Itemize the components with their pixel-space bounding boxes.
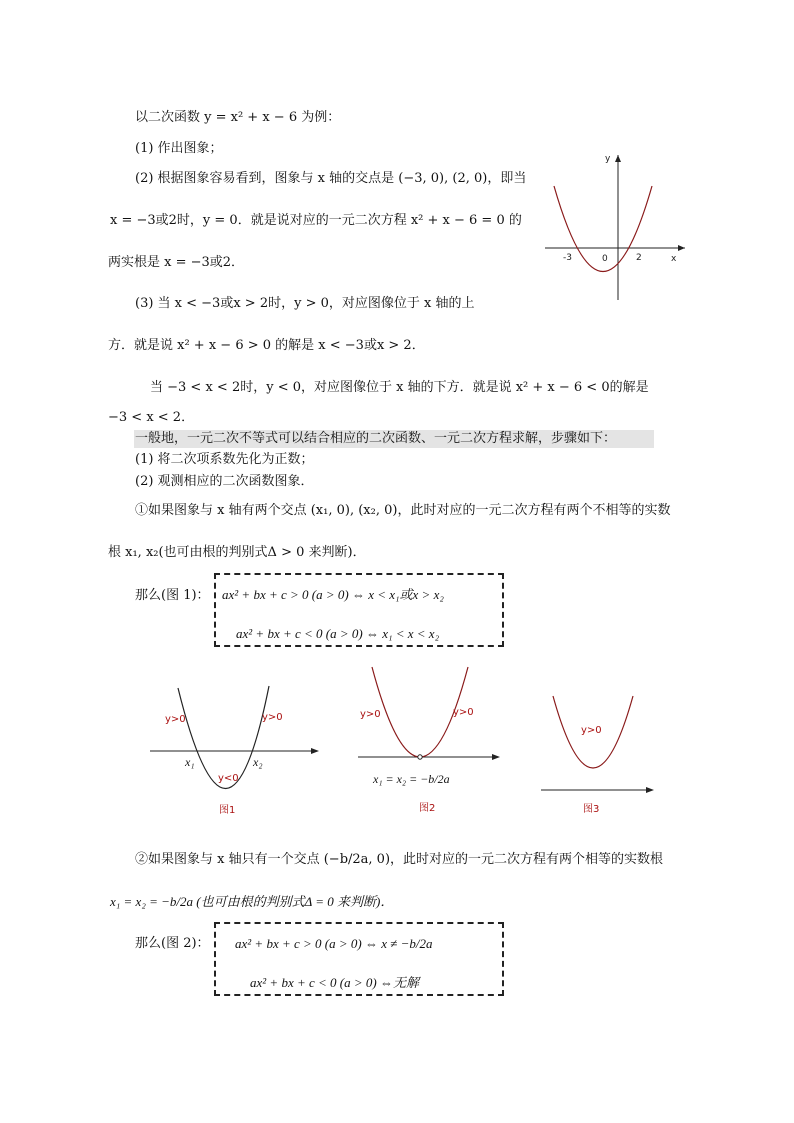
box2-label: 那么(图 2)： (135, 936, 210, 951)
fig1-arrow-icon (311, 748, 319, 754)
fig2-left-label: y>0 (360, 709, 381, 720)
fig3-caption: 图3 (583, 804, 600, 815)
fig2-formula: x₁ = x₂ = −b/2a (373, 772, 450, 786)
fig2-arrow-icon (492, 754, 500, 760)
tick-zero: 0 (602, 254, 608, 264)
tick-neg3: -3 (563, 253, 572, 263)
step-3: (3) 当 x < −3或x > 2时，y > 0，对应图像位于 x 轴的上 (135, 296, 475, 311)
negative-solution: −3 < x < 2． (108, 410, 195, 425)
case-1-roots: 根 x₁, x₂(也可由根的判别式Δ > 0 来判断)． (108, 545, 366, 560)
fig1-right-label: y>0 (262, 712, 283, 723)
fig1-mid-label: y<0 (218, 773, 239, 784)
fig1-x1: x₁ (185, 755, 195, 769)
fig1-left-label: y>0 (165, 714, 186, 725)
x-arrow-icon (678, 245, 685, 251)
fig1-caption: 图1 (219, 805, 236, 816)
tick-two: 2 (636, 253, 642, 263)
figure-1 (145, 680, 325, 820)
x-axis-label: x (671, 254, 677, 264)
case-2-roots: x₁ = x₂ = −b/2a (也可由根的判别式Δ = 0 来判断)． (110, 894, 394, 909)
figure-3 (538, 690, 663, 820)
box1-row2: ax² + bx + c < 0 (a > 0) ⇔ x₁ < x < x₂ (236, 626, 440, 641)
case-2: ②如果图象与 x 轴只有一个交点 (−b/2a, 0)，此时对应的一元二次方程有两个相等的实数根 (135, 852, 664, 867)
fig2-vertex-point (418, 755, 422, 759)
positive-solution: 方．就是说 x² + x − 6 > 0 的解是 x < −3或x > 2． (108, 338, 425, 353)
y-axis-label: y (605, 154, 611, 164)
general-step-2: (2) 观测相应的二次函数图象． (135, 474, 314, 489)
fig1-x2: x₂ (253, 755, 263, 769)
box2-row2: ax² + bx + c < 0 (a > 0) ⇔无解 (250, 975, 419, 990)
fig3-arrow-icon (646, 787, 654, 793)
step-1: (1) 作出图象； (135, 141, 223, 156)
general-step-1: (1) 将二次项系数先化为正数； (135, 452, 314, 467)
general-statement: 一般地，一元二次不等式可以结合相应的二次函数、一元二次方程求解，步骤如下： (135, 431, 617, 446)
roots-line: x = −3或2时，y = 0．就是说对应的一元二次方程 x² + x − 6 = 0 的 (110, 213, 522, 228)
fig3-label: y>0 (581, 725, 602, 736)
box2-row1: ax² + bx + c > 0 (a > 0) ⇔ x ≠ −b/2a (235, 936, 433, 951)
y-arrow-icon (615, 155, 621, 162)
box1-label: 那么(图 1)： (135, 588, 210, 603)
top-parabola-graph (540, 150, 690, 310)
case-1: ①如果图象与 x 轴有两个交点 (x₁, 0), (x₂, 0)，此时对应的一元二次方程有两个不相等的实数 (135, 503, 671, 518)
fig2-caption: 图2 (419, 803, 436, 814)
negative-case: 当 −3 < x < 2时，y < 0，对应图像位于 x 轴的下方．就是说 x² + x − 6 < 0的解是 (150, 380, 649, 395)
box1-row1: ax² + bx + c > 0 (a > 0) ⇔ x < x₁或x > x₂ (222, 587, 444, 602)
intro-line: 以二次函数 y = x² + x − 6 为例： (135, 110, 341, 125)
fig2-right-label: y>0 (453, 707, 474, 718)
step-2: (2) 根据图象容易看到，图象与 x 轴的交点是 (−3, 0), (2, 0)，即当 (135, 171, 527, 186)
roots-line-2: 两实根是 x = −3或2． (108, 255, 245, 270)
figure-2 (355, 665, 505, 815)
